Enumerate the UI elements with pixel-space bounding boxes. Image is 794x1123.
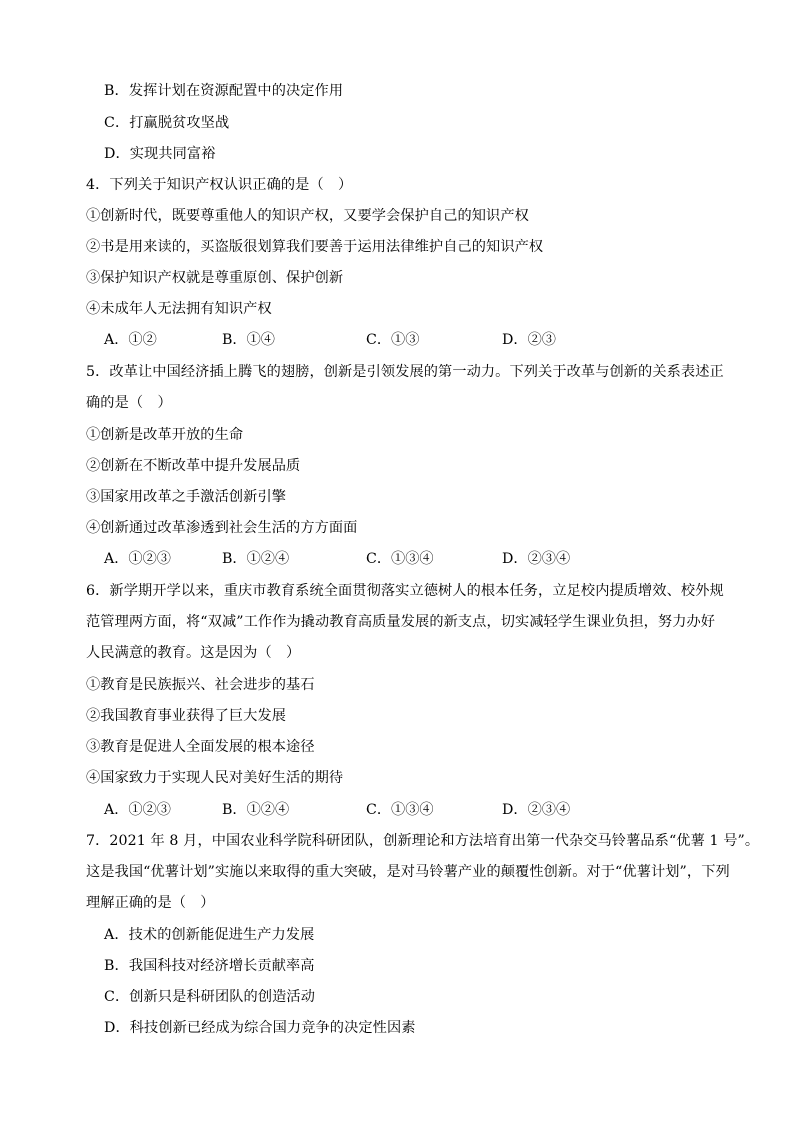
q4-choice-c: C．①③ (366, 332, 420, 348)
q6-choice-c: C．①③④ (366, 802, 434, 818)
q3-option-d: D．实现共同富裕 (104, 146, 216, 162)
q5-item-3: ③国家用改革之手激活创新引擎 (86, 489, 287, 505)
q4-item-2: ②书是用来读的，买盗版很划算我们要善于运用法律维护自己的知识产权 (86, 239, 544, 255)
q6-stem-line-2: 范管理两方面，将“双减”工作作为撬动教育高质量发展的新支点，切实减轻学生课业负担，努力办好 (86, 614, 716, 630)
q4-choice-b: B．①④ (222, 332, 275, 348)
q5-choice-a: A．①②③ (104, 551, 171, 567)
q7-stem-line-3: 理解正确的是（ ） (86, 895, 215, 911)
q5-stem-line-1: 5．改革让中国经济插上腾飞的翅膀，创新是引领发展的第一动力。下列关于改革与创新的关系表述正 (86, 364, 724, 380)
q5-stem-line-2: 确的是（ ） (86, 395, 172, 411)
q7-option-a: A．技术的创新能促进生产力发展 (104, 927, 315, 943)
q4-choice-d: D．②③ (502, 332, 556, 348)
q4-item-4: ④未成年人无法拥有知识产权 (86, 301, 272, 317)
q4-item-3: ③保护知识产权就是尊重原创、保护创新 (86, 270, 344, 286)
q6-choice-a: A．①②③ (104, 802, 171, 818)
q5-item-4: ④创新通过改革渗透到社会生活的方方面面 (86, 520, 358, 536)
q6-item-1: ①教育是民族振兴、社会进步的基石 (86, 677, 315, 693)
q7-option-c: C．创新只是科研团队的创造活动 (104, 989, 315, 1005)
q4-item-1: ①创新时代，既要尊重他人的知识产权，又要学会保护自己的知识产权 (86, 208, 529, 224)
q6-item-3: ③教育是促进人全面发展的根本途径 (86, 739, 315, 755)
q4-choice-a: A．①② (104, 332, 157, 348)
q6-stem-line-1: 6．新学期开学以来，重庆市教育系统全面贯彻落实立德树人的根本任务，立足校内提质增效、校外规 (86, 583, 724, 599)
q7-stem-line-1: 7．2021 年 8 月，中国农业科学院科研团队，创新理论和方法培育出第一代杂交马铃薯品系“优薯 1 号”。 (86, 833, 760, 849)
q5-item-2: ②创新在不断改革中提升发展品质 (86, 458, 301, 474)
q4-stem: 4．下列关于知识产权认识正确的是（ ） (86, 177, 353, 193)
q6-choice-d: D．②③④ (502, 802, 571, 818)
q6-item-2: ②我国教育事业获得了巨大发展 (86, 708, 287, 724)
q5-item-1: ①创新是改革开放的生命 (86, 427, 244, 443)
q5-choice-b: B．①②④ (222, 551, 290, 567)
q3-option-b: B．发挥计划在资源配置中的决定作用 (104, 83, 344, 99)
q5-choice-d: D．②③④ (502, 551, 571, 567)
q7-option-b: B．我国科技对经济增长贡献率高 (104, 958, 315, 974)
q3-option-c: C．打赢脱贫攻坚战 (104, 115, 230, 131)
q7-stem-line-2: 这是我国“优薯计划”实施以来取得的重大突破，是对马铃薯产业的颠覆性创新。对于“优薯计划”，下列 (86, 864, 730, 880)
q6-item-4: ④国家致力于实现人民对美好生活的期待 (86, 770, 344, 786)
q5-choice-c: C．①③④ (366, 551, 434, 567)
q7-option-d: D．科技创新已经成为综合国力竞争的决定性因素 (104, 1020, 416, 1036)
q6-choice-b: B．①②④ (222, 802, 290, 818)
q6-stem-line-3: 人民满意的教育。这是因为（ ） (86, 645, 301, 661)
